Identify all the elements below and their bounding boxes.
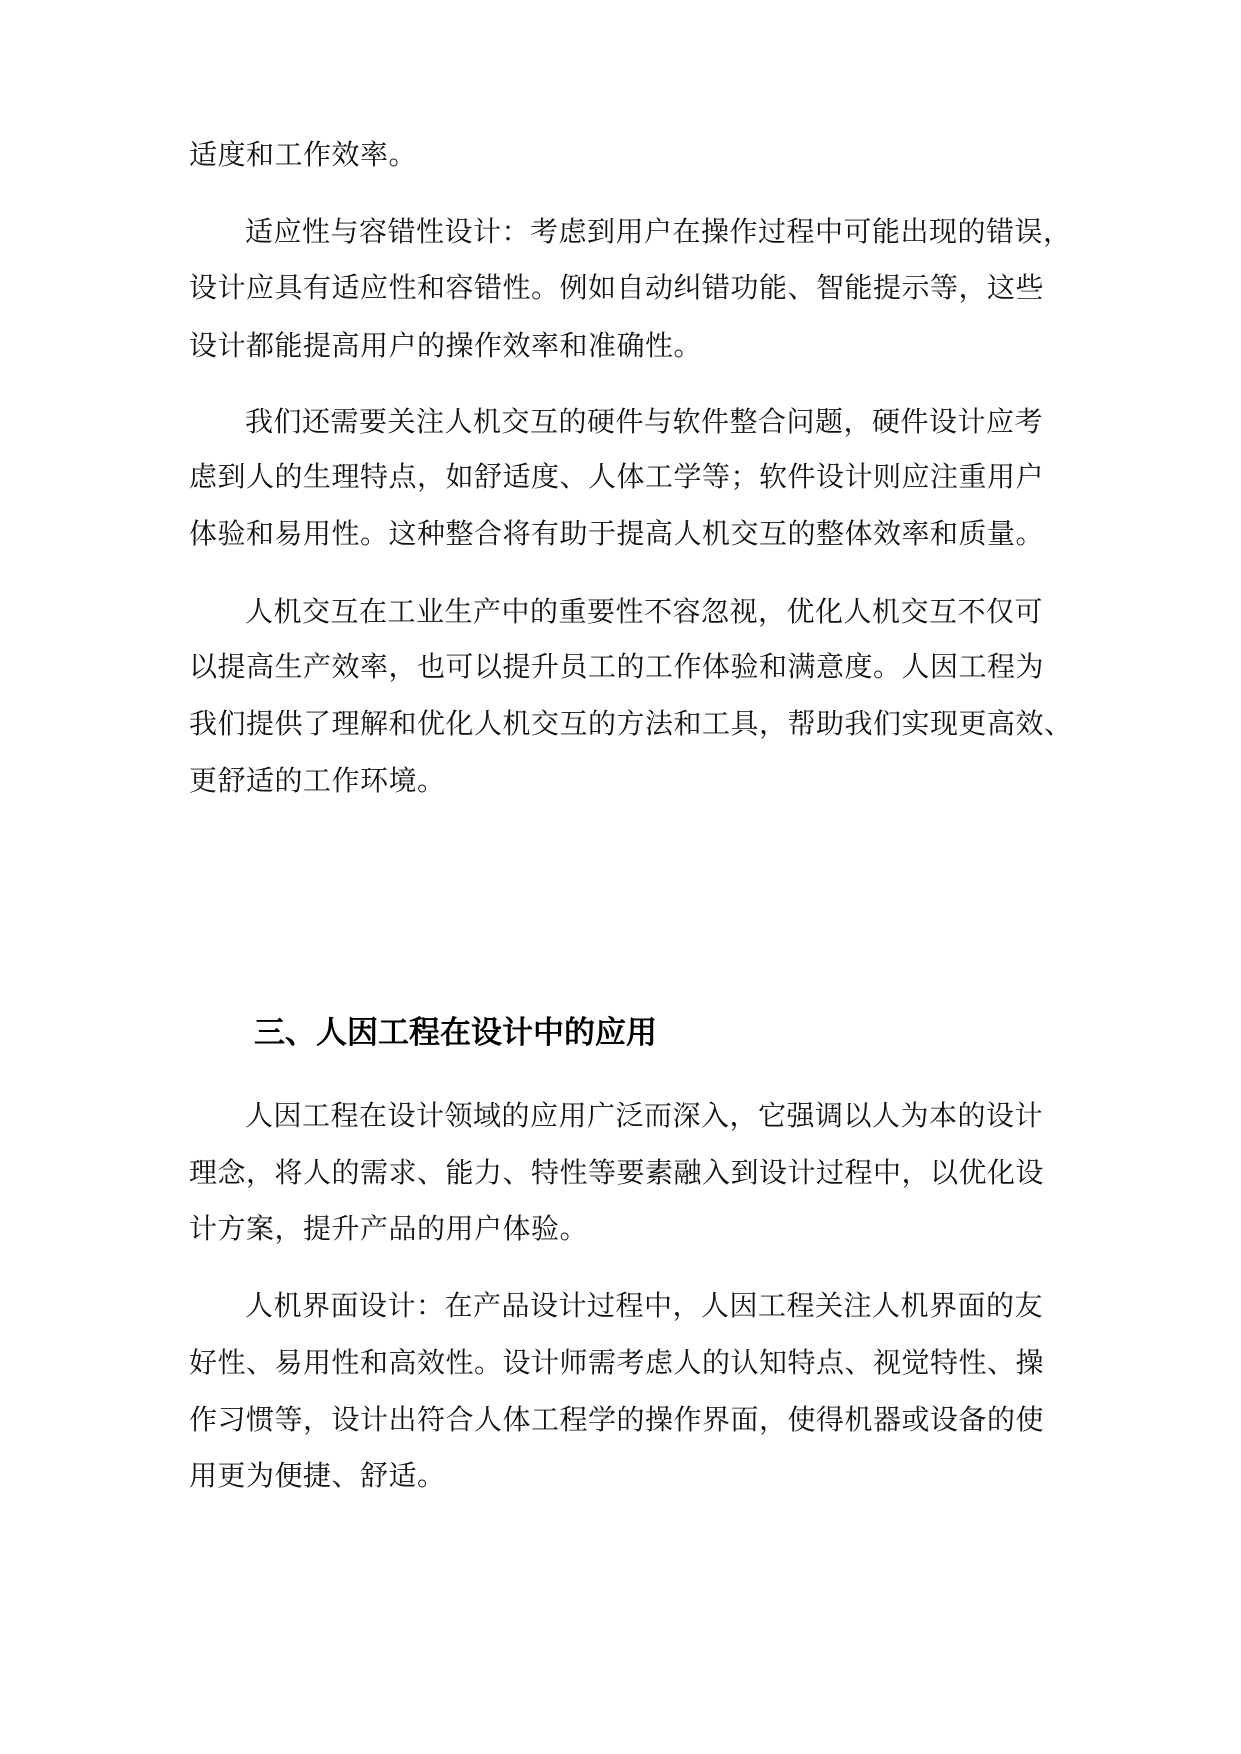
text-line: 理念，将人的需求、能力、特性等要素融入到设计过程中，以优化设 [189,1156,1045,1189]
text-line: 设计都能提高用户的操作效率和准确性。 [189,329,703,362]
text-line: 人因工程在设计领域的应用广泛而深入，它强调以人为本的设计 [245,1099,1044,1132]
text-line: 更舒适的工作环境。 [189,764,446,797]
text-line: 适应性与容错性设计：考虑到用户在操作过程中可能出现的错误， [245,215,1072,248]
text-line: 适度和工作效率。 [189,138,418,171]
text-line: 我们提供了理解和优化人机交互的方法和工具，帮助我们实现更高效、 [189,707,1073,740]
section-heading: 三、人因工程在设计中的应用 [254,1015,657,1051]
text-line: 虑到人的生理特点，如舒适度、人体工学等；软件设计则应注重用户 [189,460,1045,493]
text-line: 我们还需要关注人机交互的硬件与软件整合问题，硬件设计应考 [245,405,1044,438]
text-line: 体验和易用性。这种整合将有助于提高人机交互的整体效率和质量。 [189,517,1045,550]
text-line: 作习惯等，设计出符合人体工程学的操作界面，使得机器或设备的使 [189,1403,1045,1436]
text-line: 设计应具有适应性和容错性。例如自动纠错功能、智能提示等，这些 [189,271,1045,304]
text-line: 用更为便捷、舒适。 [189,1459,446,1492]
text-line: 以提高生产效率，也可以提升员工的工作体验和满意度。人因工程为 [189,650,1045,683]
text-line: 人机交互在工业生产中的重要性不容忽视，优化人机交互不仅可 [245,595,1044,628]
text-line: 好性、易用性和高效性。设计师需考虑人的认知特点、视觉特性、操 [189,1346,1045,1379]
text-line: 计方案，提升产品的用户体验。 [189,1212,589,1245]
text-line: 人机界面设计：在产品设计过程中，人因工程关注人机界面的友 [245,1289,1044,1322]
